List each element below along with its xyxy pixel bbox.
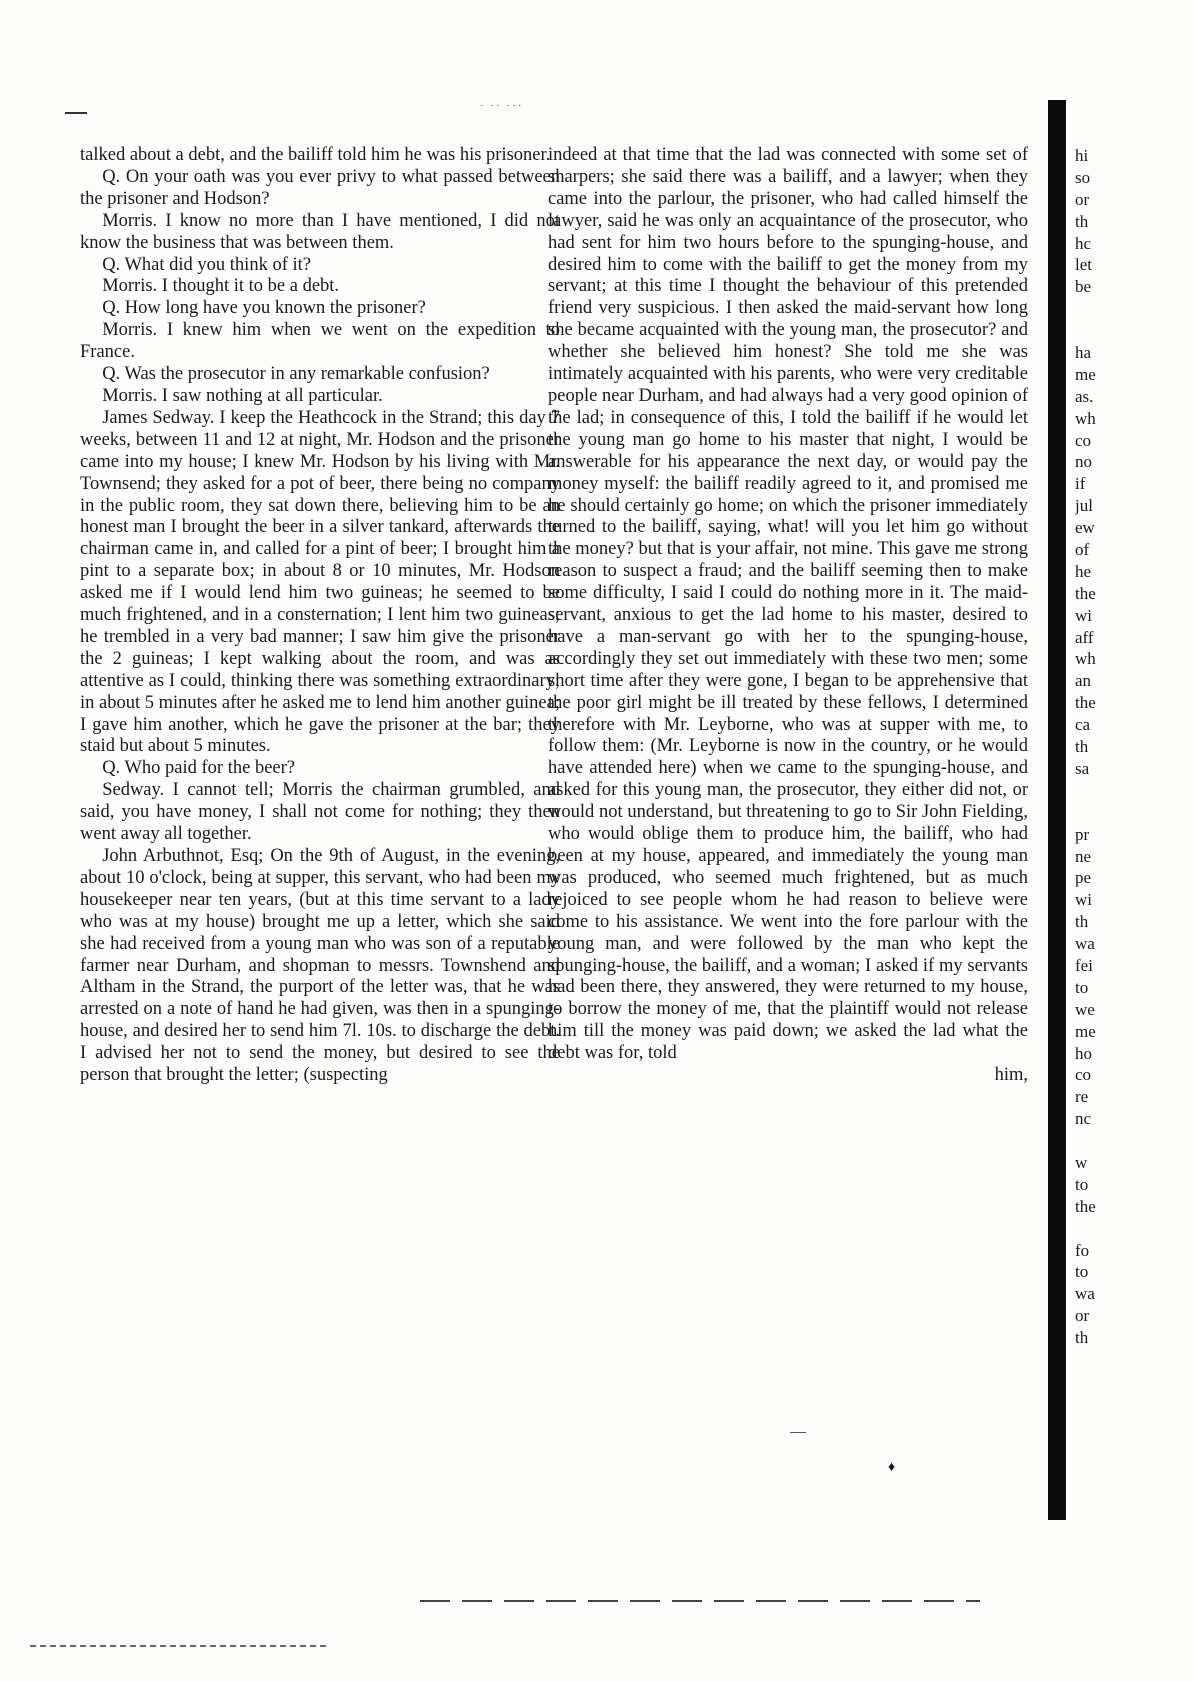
edge-fragment: w	[1075, 1152, 1088, 1172]
edge-fragment: fei	[1075, 955, 1093, 975]
paragraph: James Sedway. I keep the Heathcock in the Strand; this day 7 weeks, between 11 and 12 at night, Mr. Hodson and the prisoner came into my house; I knew Mr. Hodson by his living with Mr. Townsend; they asked for a pot of beer, there being no company in the public room, they sat down there, believing him to be an honest man I brought the beer in a silver tankard, afterwards the chairman came in, and called for a pint of beer; I brought him a pint to a separate box; in about 8 or 10 minutes, Mr. Hodson asked me if I would lend him two guineas; he seemed to be much frightened, and in a consternation; I lent him two guineas; he trembled in a very bad manner; I saw him give the prisoner the 2 guineas; I kept walking about the room, and was as attentive as I could, thinking there was something extraordinary; in about 5 minutes after he asked me to lend him another guinea; I gave him another, which he gave the prisoner at the bar; they staid but about 5 minutes.	[80, 407, 560, 757]
right-column	[548, 145, 1028, 1087]
edge-fragment: co	[1075, 430, 1092, 450]
paragraph: Morris. I know no more than I have mentioned, I did not know the business that was between them.	[80, 210, 560, 253]
edge-fragment: wh	[1075, 408, 1096, 428]
edge-fragment: the	[1075, 1196, 1096, 1216]
paragraph: Morris. I knew him when we went on the expedition to France.	[80, 320, 560, 363]
edge-fragment: or	[1075, 1306, 1090, 1326]
edge-fragment: th	[1075, 1328, 1089, 1348]
edge-fragment: of	[1075, 540, 1090, 560]
catchword: him,	[994, 1065, 1028, 1086]
paragraph: indeed at that time that the lad was connected with some set of sharpers; she said there was a bailiff, and a lawyer; when they came into the parlour, the prisoner, who had called himself the lawyer, said he was only an acquaintance of the prosecutor, who had sent for him two hours before to the spunging-house, and desired him to come with the bailiff to get the money from my servant; at this time I thought the behaviour of this pretended friend very suspicious. I then asked the maid-servant how long she became acquainted with the young man, the prosecutor? and whether she believed him honest? She told me she was intimately acquainted with his parents, who were very creditable people near Durham, and had always had a very good opinion of the lad; in consequence of this, I told the bailiff if he would let the young man go home to his master that night, I would be answerable for his appearance the next day, or would pay the money myself: the bailiff readily agreed to it, and promised me he should certainly go home; on which the prisoner immediately turned to the bailiff, saying, what! will you let him go without the money? but that is your affair, not mine. This gave me strong reason to suspect a fraud; and the bailiff seeming then to make some difficulty, I said I could do nothing more in it. The maid-servant, anxious to get the lad home to his master, desired to have a man-servant go with her to the spunging-house, accordingly they set out immediately with these two men; some short time after they were gone, I began to be apprehensive that the poor girl might be ill treated by these fellows, I determined therefore with Mr. Leyborne, who was at supper with me, to follow them: (Mr. Leyborne is now in the country, or he would have attended here) when we came to the spunging-house, and asked for this young man, the prosecutor, they either did not, or would not understand, but threatening to go to Sir John Fielding, who would oblige them to produce him, the bailiff, who had been at my house, appeared, and immediately the young man was produced, who seemed much frightened, but as much rejoiced to see people whom he had reason to believe were come to his assistance. We went into the fore parlour with the young man, and were followed by the man who kept the spunging-house, the bailiff, and a woman; I asked if my servants had been there, they answered, they were returned to my house, to borrow the money of me, that the plaintiff would not release him till the money was paid down; we asked the lad what the debt was for, told	[548, 145, 1028, 1064]
edge-fragment: fo	[1075, 1240, 1090, 1260]
edge-fragment: as.	[1075, 386, 1094, 406]
next-page-edge-text	[1075, 145, 1135, 1349]
edge-fragment	[1075, 298, 1135, 320]
paragraph: Morris. I thought it to be a debt.	[102, 276, 340, 297]
paragraph: Sedway. I cannot tell; Morris the chairman grumbled, and said, you have money, I shall not come for nothing; they then went away all together.	[80, 780, 560, 845]
edge-fragment: the	[1075, 693, 1096, 713]
edge-fragment: we	[1075, 999, 1095, 1019]
edge-fragment: wi	[1075, 605, 1092, 625]
edge-fragment: re	[1075, 1087, 1089, 1107]
paragraph: Q. Was the prosecutor in any remarkable confusion?	[102, 364, 490, 385]
edge-fragment: wa	[1075, 1284, 1095, 1304]
edge-fragment: he	[1075, 561, 1092, 581]
footer-scrap	[30, 1645, 330, 1647]
edge-fragment: pe	[1075, 868, 1092, 888]
edge-fragment: ha	[1075, 343, 1092, 363]
header-marks: · ·· ···	[480, 100, 524, 112]
footer-dash	[790, 1432, 806, 1433]
edge-fragment: or	[1075, 189, 1090, 209]
edge-fragment: an	[1075, 671, 1092, 691]
footer-rule	[420, 1600, 980, 1602]
edge-fragment: to	[1075, 1174, 1089, 1194]
paragraph: Q. What did you think of it?	[102, 254, 311, 275]
edge-fragment: me	[1075, 1021, 1096, 1041]
edge-fragment	[1075, 802, 1135, 824]
edge-fragment: no	[1075, 452, 1092, 472]
edge-fragment	[1075, 1130, 1135, 1152]
edge-fragment: ho	[1075, 1043, 1092, 1063]
paragraph: talked about a debt, and the bailiff told him he was his prisoner.	[80, 145, 551, 165]
edge-fragment: th	[1075, 211, 1089, 231]
paragraph: Q. Who paid for the beer?	[102, 758, 295, 779]
paragraph: Q. On your oath was you ever privy to what passed between the prisoner and Hodson?	[80, 166, 560, 209]
edge-fragment: wa	[1075, 934, 1095, 954]
edge-fragment: th	[1075, 737, 1089, 757]
edge-fragment: hi	[1075, 146, 1089, 165]
edge-fragment	[1075, 780, 1135, 802]
left-column	[80, 145, 560, 1087]
edge-fragment: the	[1075, 583, 1096, 603]
edge-fragment: let	[1075, 255, 1092, 275]
edge-fragment: th	[1075, 912, 1089, 932]
footer-mark: ♦	[888, 1460, 896, 1475]
paragraph: Morris. I saw nothing at all particular.	[102, 385, 383, 406]
edge-fragment: co	[1075, 1065, 1092, 1085]
edge-fragment: to	[1075, 977, 1089, 997]
edge-fragment: wi	[1075, 890, 1092, 910]
edge-fragment: ew	[1075, 518, 1095, 538]
edge-fragment: jul	[1075, 496, 1093, 516]
edge-fragment: nc	[1075, 1109, 1092, 1129]
header-rule	[65, 112, 87, 114]
paragraph: Q. How long have you known the prisoner?	[102, 298, 426, 319]
edge-fragment: pr	[1075, 824, 1090, 844]
edge-fragment: sa	[1075, 758, 1090, 778]
edge-fragment: to	[1075, 1262, 1089, 1282]
edge-fragment: wh	[1075, 649, 1096, 669]
binding-shadow	[1048, 100, 1066, 1520]
edge-fragment: be	[1075, 277, 1092, 297]
edge-fragment	[1075, 1218, 1135, 1240]
edge-fragment: ne	[1075, 846, 1092, 866]
edge-fragment: aff	[1075, 627, 1094, 647]
edge-fragment: if	[1075, 474, 1086, 494]
paragraph: John Arbuthnot, Esq; On the 9th of August, in the evening, about 10 o'clock, being at supper, this servant, who had been my housekeeper near ten years, (but at this time servant to a lady who was at my house) brought me up a letter, which she said she had received from a young man who was son of a reputable farmer near Durham, and shopman to messrs. Townshend and Altham in the Strand, the purport of the letter was, that he was arrested on a note of hand he had given, was then in a spunging-house, and desired her to send him 7l. 10s. to discharge the debt. I advised her not to send the money, but desired to see the person that brought the letter; (suspecting	[80, 846, 560, 1086]
edge-fragment	[1075, 320, 1135, 342]
edge-fragment: me	[1075, 364, 1096, 384]
edge-fragment: hc	[1075, 233, 1092, 253]
edge-fragment: so	[1075, 167, 1091, 187]
edge-fragment: ca	[1075, 715, 1091, 735]
